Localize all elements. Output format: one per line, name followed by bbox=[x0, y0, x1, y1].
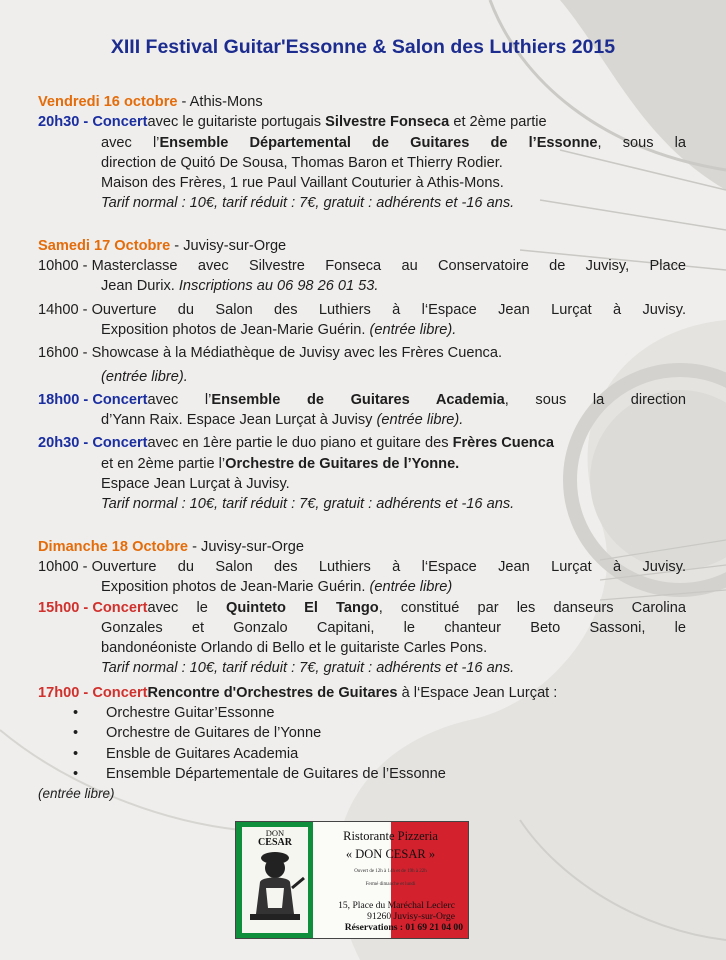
event-text: , sous la bbox=[597, 134, 686, 151]
list-item: • Orchestre Guitar’Essonne bbox=[73, 703, 686, 723]
event-time: 10h00 - bbox=[38, 258, 92, 275]
list-item: • Orchestre de Guitares de l’Yonne bbox=[73, 723, 686, 743]
event-text: , sous la direction bbox=[504, 391, 686, 408]
event-text: Exposition photos de Jean-Marie Guérin. bbox=[101, 579, 370, 596]
event-time: 14h00 - bbox=[38, 301, 92, 318]
event-text: , constitué par les danseurs Carolina bbox=[378, 599, 687, 616]
event-text: bandonéoniste Orlando di Bello et le guitariste Carles Pons. bbox=[101, 640, 488, 657]
event-text: Masterclasse avec Silvestre Fonseca au Conservatoire de Juvisy, Place bbox=[91, 258, 686, 275]
day-place: - Juvisy-sur-Orge bbox=[170, 237, 287, 254]
event-time: 15h00 - Concert bbox=[38, 599, 148, 616]
event-price: Tarif normal : 10€, tarif réduit : 7€, gratuit : adhérents et -16 ans. bbox=[101, 496, 515, 513]
list-item: • Ensble de Guitares Academia bbox=[73, 744, 686, 764]
event-text: direction de Quitó De Sousa, Thomas Baron et Thierry Rodier. bbox=[101, 154, 503, 171]
event-note: (entrée libre). bbox=[369, 321, 457, 338]
day-date: Samedi 17 Octobre bbox=[38, 237, 171, 254]
event-entry bbox=[38, 256, 686, 276]
event-time: 18h00 - Concert bbox=[38, 391, 148, 408]
event-text: d’Yann Raix. Espace Jean Lurçat à Juvisy bbox=[101, 412, 377, 429]
event-text: avec l’ bbox=[101, 134, 160, 151]
list-item: • Ensemble Départementale de Guitares de l’Essonne bbox=[73, 764, 686, 784]
ensemble-name: Ensemble Départemental de Guitares de l’Essonne bbox=[159, 134, 598, 151]
event-text: Jean Durix. bbox=[101, 278, 179, 295]
event-venue: à l‘Espace Jean Lurçat : bbox=[397, 684, 558, 701]
performer-name: Silvestre Fonseca bbox=[325, 114, 450, 131]
event-price: Tarif normal : 10€, tarif réduit : 7€, gratuit : adhérents et -16 ans. bbox=[101, 660, 515, 677]
event-text: Showcase à la Médiathèque de Juvisy avec les Frères Cuenca. bbox=[91, 345, 503, 362]
logo-text: CESAR bbox=[258, 837, 292, 848]
restaurant-logo bbox=[242, 827, 308, 933]
event-text: Ouverture du Salon des Luthiers à l‘Espace Jean Lurçat à Juvisy. bbox=[91, 558, 686, 575]
event-note: (entrée libre) bbox=[38, 786, 115, 802]
event-entry bbox=[38, 112, 686, 132]
event-text: avec l’ bbox=[147, 391, 212, 408]
event-text: avec le guitariste portugais bbox=[147, 114, 326, 131]
orchestra-list bbox=[38, 703, 686, 784]
event-entry bbox=[38, 683, 686, 703]
day-date: Vendredi 16 octobre bbox=[38, 94, 178, 110]
event-note: (entrée libre) bbox=[369, 579, 453, 596]
event-title: Rencontre d'Orchestres de Guitares bbox=[147, 684, 398, 701]
chef-figure-icon bbox=[242, 848, 308, 930]
day-place: - Juvisy-sur-Orge bbox=[188, 538, 304, 555]
event-text: Ouverture du Salon des Luthiers à l‘Espace Jean Lurçat à Juvisy. bbox=[91, 301, 686, 318]
program bbox=[38, 92, 686, 805]
event-entry bbox=[38, 300, 686, 320]
restaurant-info bbox=[314, 822, 467, 938]
restaurant-address: 15, Place du Maréchal Leclerc bbox=[338, 900, 455, 911]
day-heading bbox=[38, 537, 686, 557]
day-heading bbox=[38, 236, 686, 256]
event-note: (entrée libre). bbox=[101, 368, 188, 385]
event-entry bbox=[38, 598, 686, 618]
event-venue: Maison des Frères, 1 rue Paul Vaillant Couturier à Athis-Mons. bbox=[101, 175, 504, 192]
event-entry bbox=[38, 433, 686, 453]
day-date: Dimanche 18 Octobre bbox=[38, 538, 189, 555]
event-text: et en 2ème partie l’ bbox=[101, 455, 226, 472]
event-time: 16h00 - bbox=[38, 345, 92, 362]
event-price: Tarif normal : 10€, tarif réduit : 7€, gratuit : adhérents et -16 ans. bbox=[101, 195, 515, 212]
event-note: Inscriptions au 06 98 26 01 53. bbox=[178, 278, 379, 295]
event-text: avec en 1ère partie le duo piano et guitare des bbox=[147, 435, 453, 452]
event-time: 20h30 - Concert bbox=[38, 435, 148, 452]
performer-name: Frères Cuenca bbox=[452, 435, 554, 452]
ensemble-name: Orchestre de Guitares de l’Yonne. bbox=[225, 455, 460, 472]
event-time: 10h00 - bbox=[38, 558, 92, 575]
page-title: XIII Festival Guitar'Essonne & Salon des Luthiers 2015 bbox=[110, 36, 616, 58]
event-note: (entrée libre). bbox=[376, 412, 464, 429]
closing-days: Fermé dimanche et lundi bbox=[365, 882, 416, 887]
ensemble-name: Quinteto El Tango bbox=[225, 599, 379, 616]
restaurant-name: « DON CESAR » bbox=[345, 847, 436, 861]
event-text: avec le bbox=[147, 599, 226, 616]
event-entry bbox=[38, 557, 686, 577]
day-place: - Athis-Mons bbox=[177, 94, 263, 110]
day-heading bbox=[38, 92, 686, 112]
restaurant-ad bbox=[235, 821, 469, 939]
opening-hours: Ouvert de 12h à 14h et de 19h à 22h bbox=[354, 869, 427, 874]
event-time: 20h30 - Concert bbox=[38, 114, 148, 131]
logo-text: DON bbox=[265, 828, 285, 838]
reservation-phone: Réservations : 01 69 21 04 00 bbox=[344, 922, 463, 933]
restaurant-city: 91260 Juvisy-sur-Orge bbox=[367, 911, 455, 922]
event-entry bbox=[38, 343, 686, 363]
event-text: et 2ème partie bbox=[449, 114, 547, 131]
event-time: 17h00 - Concert bbox=[38, 684, 148, 701]
event-venue: Espace Jean Lurçat à Juvisy. bbox=[101, 476, 290, 493]
restaurant-type: Ristorante Pizzeria bbox=[343, 829, 438, 843]
flag-green-band bbox=[236, 822, 313, 938]
ensemble-name: Ensemble de Guitares Academia bbox=[211, 391, 505, 408]
event-entry bbox=[38, 390, 686, 410]
event-text: Gonzales et Gonzalo Capitani, le chanteur Beto Sassoni, le bbox=[101, 619, 686, 636]
event-text: Exposition photos de Jean-Marie Guérin. bbox=[101, 321, 370, 338]
